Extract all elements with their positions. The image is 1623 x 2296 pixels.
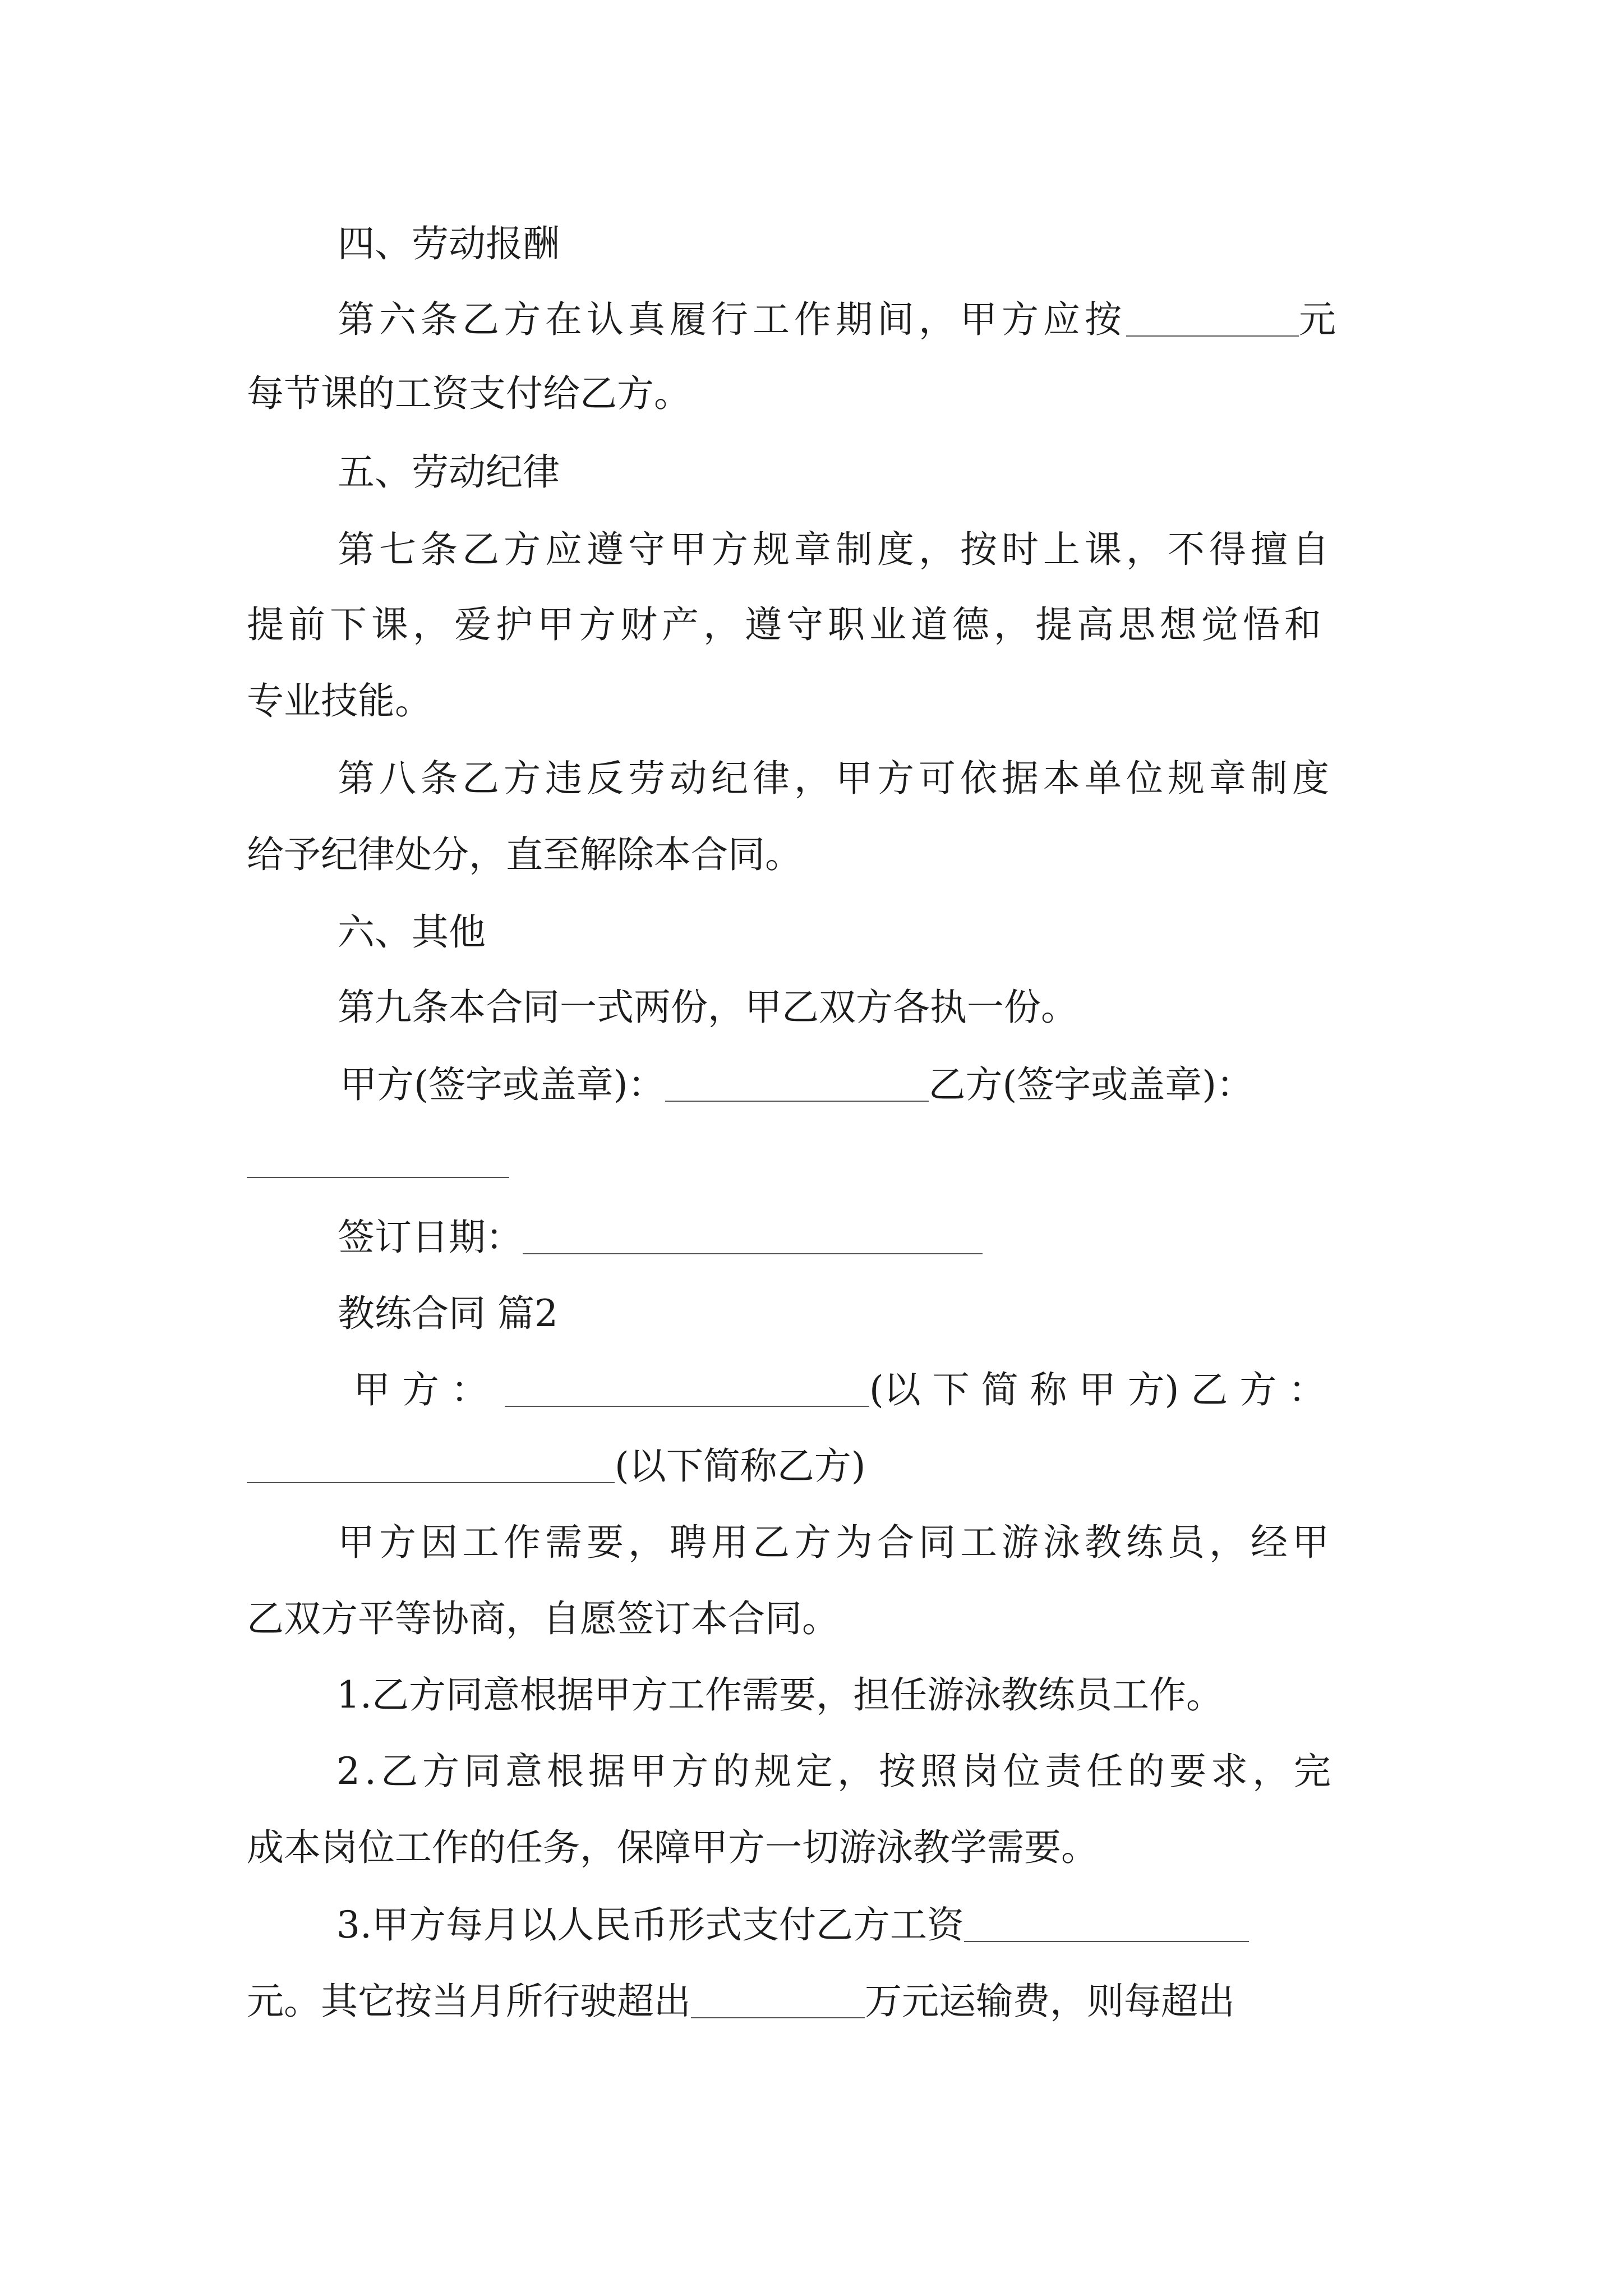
party-b-signature-blank[interactable] [247, 1177, 509, 1178]
excess-amount-blank[interactable] [691, 1984, 865, 2018]
contract-title-part-2 [338, 1286, 1623, 1342]
sign-date-blank[interactable] [523, 1220, 983, 1254]
article-text: 元 [1299, 298, 1340, 341]
party-a-label: 甲 方 ： [353, 1368, 488, 1411]
clause-text: 2.乙方同意根据甲方的规定，按照岗位责任的要求，完 [336, 1750, 1335, 1793]
heading-text: 六、其他 [338, 910, 486, 954]
clause-2-line-2 [247, 1820, 1623, 1876]
article-text: 第九条本合同一式两份，甲乙双方各执一份。 [338, 986, 1078, 1029]
parties-line-1 [353, 1362, 1623, 1418]
article-8-line-1 [338, 751, 1623, 807]
intro-line-1 [338, 1515, 1623, 1571]
signature-line [340, 1057, 1623, 1113]
article-text: 专业技能。 [247, 679, 432, 723]
article-text: 第八条乙方违反劳动纪律，甲方可依据本单位规章制度 [338, 757, 1334, 800]
article-text: 给予纪律处分，直至解除本合同。 [247, 833, 802, 876]
article-7-line-2 [247, 597, 1623, 653]
article-6-line-2 [247, 366, 1623, 422]
section-heading-6 [338, 904, 1623, 960]
title-text: 教练合同 篇2 [338, 1292, 558, 1335]
article-text: 提前下课，爱护甲方财产，遵守职业道德，提高思想觉悟和 [247, 603, 1326, 646]
party-a-signature-blank[interactable] [665, 1067, 929, 1102]
monthly-wage-blank[interactable] [964, 1907, 1249, 1942]
article-text: 第七条乙方应遵守甲方规章制度，按时上课，不得擅自 [338, 528, 1334, 571]
article-6-line-1 [338, 292, 1623, 348]
intro-line-2 [247, 1591, 1623, 1647]
article-9 [338, 979, 1623, 1036]
intro-text: 甲方因工作需要，聘用乙方为合同工游泳教练员，经甲 [338, 1521, 1334, 1564]
article-text: 每节课的工资支付给乙方。 [247, 372, 691, 415]
article-7-line-1 [338, 522, 1623, 578]
clause-text: 成本岗位工作的任务，保障甲方一切游泳教学需要。 [247, 1826, 1098, 1869]
clause-text: 万元运输费，则每超出 [865, 1980, 1235, 2023]
parties-line-2 [247, 1438, 1623, 1494]
party-b-alias: (以下简称乙方) [615, 1444, 866, 1488]
sign-date-line [338, 1209, 1623, 1266]
article-text: 第六条乙方在认真履行工作期间，甲方应按 [338, 298, 1126, 341]
heading-text: 四、劳动报酬 [338, 222, 560, 265]
clause-text: 1.乙方同意根据甲方工作需要，担任游泳教练员工作。 [336, 1673, 1223, 1717]
clause-3-line-2 [247, 1973, 1623, 2030]
clause-2-line-1 [336, 1743, 1623, 1800]
fill-blank-wage-per-class[interactable] [1126, 302, 1299, 337]
sign-date-label: 签订日期： [338, 1216, 523, 1259]
clause-1 [336, 1667, 1623, 1723]
clause-3-line-1 [336, 1897, 1623, 1953]
article-7-line-3 [247, 673, 1623, 729]
party-b-label: (以 下 简 称 甲 方) 乙 方 ： [869, 1368, 1326, 1411]
party-a-signature-label: 甲方(签字或盖章)： [340, 1063, 665, 1106]
party-a-name-blank[interactable] [505, 1372, 869, 1407]
clause-text: 元。其它按当月所行驶超出 [247, 1980, 691, 2023]
article-8-line-2 [247, 827, 1623, 883]
heading-text: 五、劳动纪律 [338, 450, 560, 494]
section-heading-4 [338, 216, 1623, 272]
section-heading-5 [338, 444, 1623, 500]
intro-text: 乙双方平等协商，自愿签订本合同。 [247, 1597, 839, 1640]
party-b-name-blank[interactable] [247, 1448, 615, 1483]
clause-text: 3.甲方每月以人民币形式支付乙方工资 [336, 1903, 964, 1947]
party-b-signature-label: 乙方(签字或盖章)： [928, 1063, 1253, 1106]
